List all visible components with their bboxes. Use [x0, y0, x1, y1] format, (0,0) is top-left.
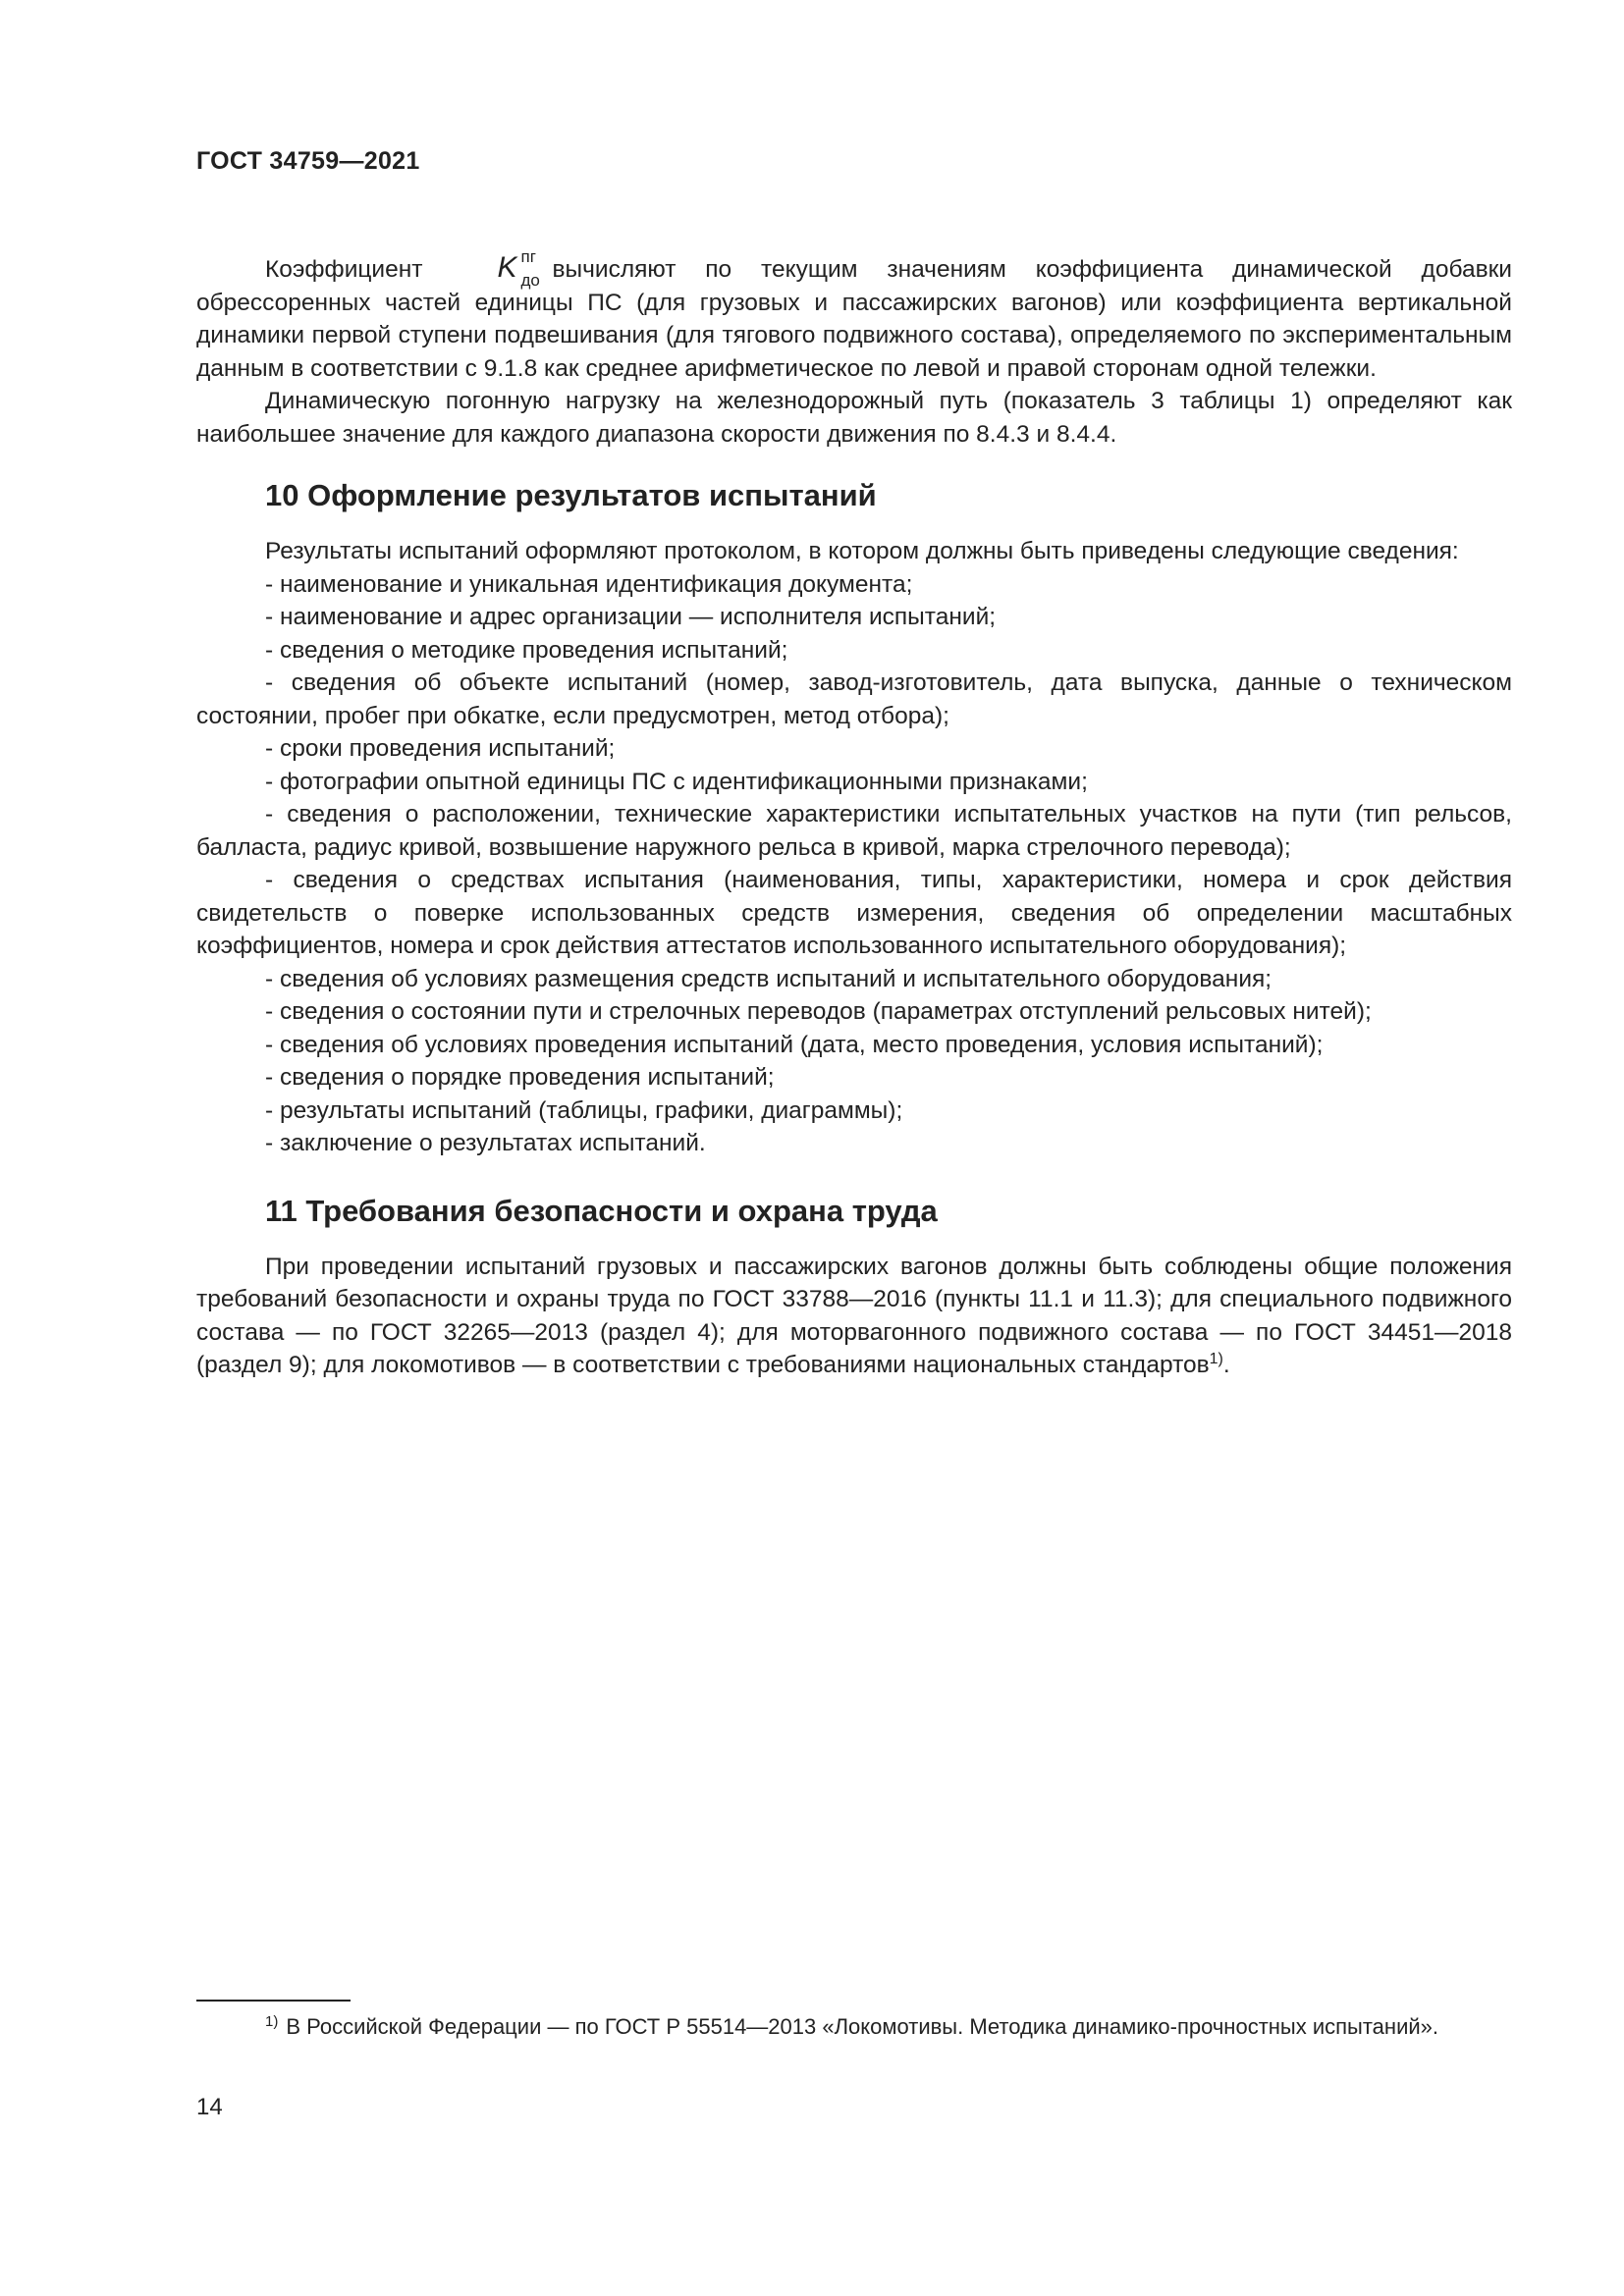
list-item: - наименование и адрес организации — исполнителя испытаний; [265, 604, 997, 630]
section-11-title: 11 Требования безопасности и охрана труда [265, 1193, 938, 1228]
list-item: - сведения о состоянии пути и стрелочных переводов (параметрах отступлений рельсовых нитей); [265, 998, 1372, 1025]
section-10-list [196, 568, 1512, 1160]
section-10-title: 10 Оформление результатов испытаний [265, 478, 877, 512]
list-item: - наименование и уникальная идентификация документа; [265, 570, 913, 598]
footnote-mark: 1) [265, 2013, 279, 2030]
section-11-text-end: . [1222, 1352, 1230, 1378]
page-header-doc-code: ГОСТ 34759—2021 [196, 147, 420, 175]
list-item: - сроки проведения испытаний; [265, 735, 616, 762]
intro-p1-after: вычисляют по текущим значениям коэффициента динамической добавки обрессоренных частей единицы ПС (для грузовых и пассажирских вагонов) или коэффициента вертикальной динамики первой ступени подвешивания (для тягового подвижного состава), определяемого по экспериментальным данным в соответствии с 9.1.8 как среднее арифметическое по левой и правой сторонам одной тележки. [196, 256, 1512, 382]
list-item: - сведения об условиях проведения испытаний (дата, место проведения, условия испытаний); [265, 1031, 1324, 1058]
coef-superscript: пг [520, 247, 536, 266]
list-item: - заключение о результатах испытаний. [265, 1130, 706, 1156]
section-10-lead: Результаты испытаний оформляют протоколом, в котором должны быть приведены следующие сведения: [265, 538, 1459, 564]
footnote [196, 2011, 1512, 2042]
list-item: - сведения об условиях размещения средств испытаний и испытательного оборудования; [265, 965, 1272, 992]
list-item: - результаты испытаний (таблицы, графики, диаграммы); [265, 1096, 903, 1124]
document-body [196, 247, 1512, 1382]
intro-paragraph-2: Динамическую погонную нагрузку на железнодорожный путь (показатель 3 таблицы 1) определяют как наибольшее значение для каждого диапазона скорости движения по 8.4.3 и 8.4.4. [196, 388, 1512, 448]
list-item: - фотографии опытной единицы ПС с идентификационными признаками; [265, 768, 1088, 795]
list-item: - сведения об объекте испытаний (номер, завод-изготовитель, дата выпуска, данные о техническом состоянии, пробег при обкатке, если предусмотрен, метод отбора); [196, 669, 1512, 729]
coefficient-formula [429, 247, 540, 290]
coef-symbol: K [497, 251, 517, 284]
list-item: - сведения о методике проведения испытаний; [265, 636, 788, 664]
footnote-reference[interactable]: 1) [1209, 1351, 1223, 1367]
section-11-paragraph [196, 1251, 1512, 1382]
footnote-text: В Российской Федерации — по ГОСТ Р 55514—2013 «Локомотивы. Методика динамико-прочностных испытаний». [286, 2014, 1438, 2039]
intro-paragraph-1 [196, 247, 1512, 385]
intro-p1-before: Коэффициент [265, 256, 423, 283]
page-number: 14 [196, 2094, 223, 2120]
section-11-text: При проведении испытаний грузовых и пассажирских вагонов должны быть соблюдены общие положения требований безопасности и охраны труда по ГОСТ 33788—2016 (пункты 11.1 и 11.3); для специального подвижного состава — по ГОСТ 32265—2013 (раздел 4); для моторвагонного подвижного состава — по ГОСТ 34451—2018 (раздел 9); для локомотивов — в соответствии с требованиями национальных стандартов [196, 1253, 1512, 1378]
coef-subscript: до [520, 271, 540, 290]
footnote-divider [196, 2000, 351, 2002]
list-item: - сведения о расположении, технические характеристики испытательных участков на пути (тип рельсов, балласта, радиус кривой, возвышение наружного рельса в кривой, марка стрелочного перевода); [196, 801, 1512, 861]
list-item: - сведения о порядке проведения испытаний; [265, 1064, 775, 1091]
list-item: - сведения о средствах испытания (наименования, типы, характеристики, номера и срок действия свидетельств о поверке использованных средств измерения, сведения об определении масштабных коэффициентов, номера и срок действия аттестатов использованного испытательного оборудования); [196, 867, 1512, 959]
